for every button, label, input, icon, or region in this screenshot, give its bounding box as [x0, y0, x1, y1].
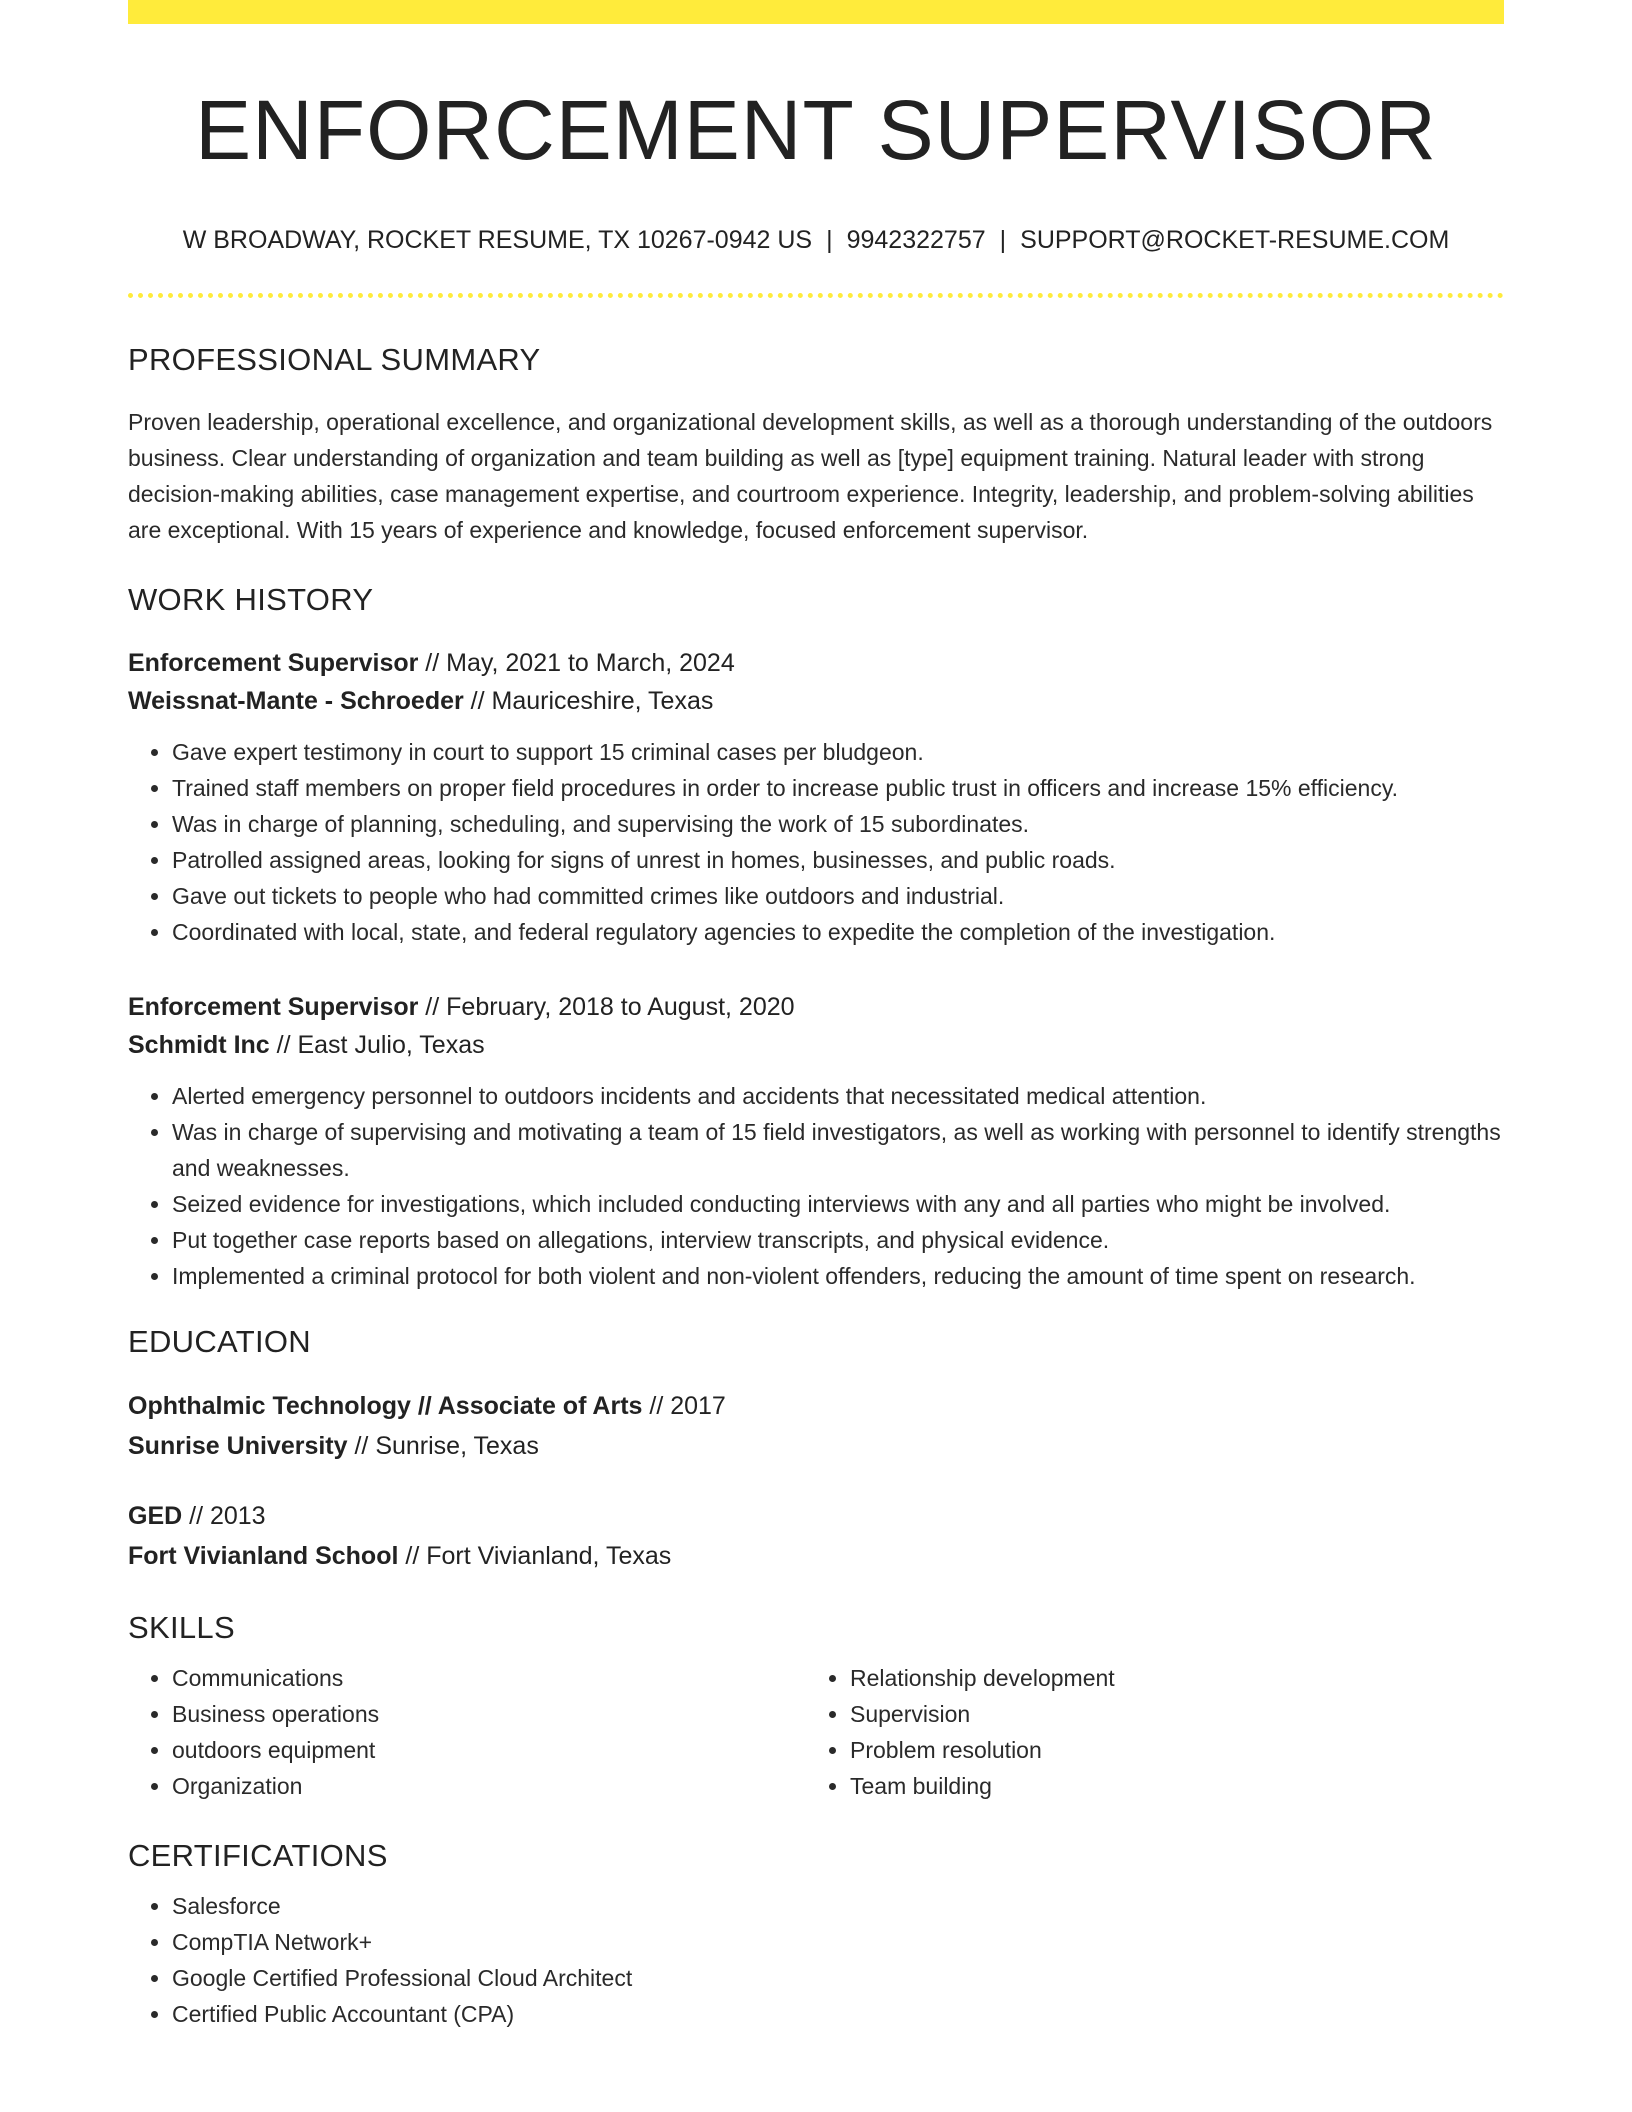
- job-bullet: • Gave expert testimony in court to support 15 criminal cases per bludgeon.: [172, 734, 1504, 770]
- accent-bar: [128, 0, 1504, 24]
- education-school: Sunrise University: [128, 1431, 348, 1460]
- skills-list: [128, 1660, 806, 1804]
- resume-page: [128, 0, 1504, 2032]
- job-bullets: [128, 734, 1504, 950]
- job-role-line: [128, 988, 1504, 1026]
- skill-item: • Communications: [172, 1660, 806, 1696]
- contact-separator: |: [999, 226, 1007, 255]
- job-bullet: • Coordinated with local, state, and federal regulatory agencies to expedite the completion of the investigation.: [172, 914, 1504, 950]
- certification-item: • CompTIA Network+: [172, 1924, 1504, 1960]
- job-bullet: • Was in charge of supervising and motivating a team of 15 field investigators, as well as working with personnel to identify strengths and weaknesses.: [172, 1114, 1504, 1186]
- education-year: // 2017: [642, 1391, 726, 1420]
- skill-item: • Team building: [850, 1768, 1484, 1804]
- job-location: // East Julio, Texas: [269, 1030, 485, 1059]
- skills-grid: [128, 1660, 1504, 1804]
- certifications-list: [128, 1888, 1504, 2032]
- job-bullet: • Was in charge of planning, scheduling, and supervising the work of 15 subordinates.: [172, 806, 1504, 842]
- contact-email: SUPPORT@ROCKET-RESUME.COM: [1020, 226, 1450, 255]
- education-school-line: [128, 1536, 1504, 1576]
- skills-column-left: [128, 1660, 806, 1804]
- job-bullet: • Patrolled assigned areas, looking for signs of unrest in homes, businesses, and public roads.: [172, 842, 1504, 878]
- job-dates: // February, 2018 to August, 2020: [418, 992, 795, 1021]
- work-history-heading: WORK HISTORY: [128, 581, 374, 617]
- skills-column-right: [806, 1660, 1484, 1804]
- job-bullet: • Trained staff members on proper field procedures in order to increase public trust in officers and increase 15% efficiency.: [172, 770, 1504, 806]
- skill-item: • Supervision: [850, 1696, 1484, 1732]
- job-role: Enforcement Supervisor: [128, 992, 419, 1021]
- summary-heading: PROFESSIONAL SUMMARY: [128, 341, 541, 377]
- job-entry: [128, 988, 1504, 1294]
- education-degree: Ophthalmic Technology // Associate of Arts: [128, 1391, 643, 1420]
- job-role: Enforcement Supervisor: [128, 648, 419, 677]
- certification-item: • Google Certified Professional Cloud Architect: [172, 1960, 1504, 1996]
- skill-item: • Problem resolution: [850, 1732, 1484, 1768]
- skill-item: • Relationship development: [850, 1660, 1484, 1696]
- education-degree: GED: [128, 1501, 183, 1530]
- job-bullet: • Seized evidence for investigations, which included conducting interviews with any and all parties who might be involved.: [172, 1186, 1504, 1222]
- education-location: // Sunrise, Texas: [347, 1431, 539, 1460]
- skill-item: • Organization: [172, 1768, 806, 1804]
- education-year: // 2013: [182, 1501, 266, 1530]
- job-dates: // May, 2021 to March, 2024: [418, 648, 735, 677]
- job-location: // Mauriceshire, Texas: [463, 686, 714, 715]
- job-company: Weissnat-Mante - Schroeder: [128, 686, 464, 715]
- candidate-title: ENFORCEMENT SUPERVISOR: [195, 83, 1437, 177]
- education-school-line: [128, 1426, 1504, 1466]
- contact-separator: |: [826, 226, 833, 255]
- job-entry: [128, 644, 1504, 950]
- skill-item: • Business operations: [172, 1696, 806, 1732]
- certification-item: • Certified Public Accountant (CPA): [172, 1996, 1504, 2032]
- certifications-heading: CERTIFICATIONS: [128, 1837, 388, 1873]
- dotted-divider: [128, 293, 1504, 298]
- summary-text: Proven leadership, operational excellence, and organizational development skills, as well as a thorough understanding of the outdoors business. Clear understanding of organization and team building as well as [type] equipment training. Natural leader with strong decision-making abilities, case management expertise, and courtroom experience. Integrity, leadership, and problem-solving abilities are exceptional. With 15 years of experience and knowledge, focused enforcement supervisor.: [128, 408, 1493, 543]
- contact-line: [128, 224, 1504, 257]
- job-role-line: [128, 644, 1504, 682]
- skills-heading: SKILLS: [128, 1609, 235, 1645]
- job-company: Schmidt Inc: [128, 1030, 270, 1059]
- education-heading: EDUCATION: [128, 1323, 311, 1359]
- job-bullet: • Gave out tickets to people who had committed crimes like outdoors and industrial.: [172, 878, 1504, 914]
- job-bullet: • Implemented a criminal protocol for both violent and non-violent offenders, reducing the amount of time spent on research.: [172, 1258, 1504, 1294]
- education-degree-line: [128, 1496, 1504, 1536]
- education-entry: [128, 1386, 1504, 1466]
- contact-phone: 9942322757: [846, 226, 986, 255]
- job-bullet: • Put together case reports based on allegations, interview transcripts, and physical evidence.: [172, 1222, 1504, 1258]
- job-company-line: [128, 1026, 1504, 1064]
- skills-list: [806, 1660, 1484, 1804]
- education-location: // Fort Vivianland, Texas: [398, 1541, 672, 1570]
- certification-item: • Salesforce: [172, 1888, 1504, 1924]
- job-bullets: [128, 1078, 1504, 1294]
- education-degree-line: [128, 1386, 1504, 1426]
- skill-item: • outdoors equipment: [172, 1732, 806, 1768]
- education-school: Fort Vivianland School: [128, 1541, 399, 1570]
- job-bullet: • Alerted emergency personnel to outdoors incidents and accidents that necessitated medical attention.: [172, 1078, 1504, 1114]
- contact-address: W BROADWAY, ROCKET RESUME, TX 10267-0942 US: [182, 226, 813, 255]
- education-entry: [128, 1496, 1504, 1576]
- job-company-line: [128, 682, 1504, 720]
